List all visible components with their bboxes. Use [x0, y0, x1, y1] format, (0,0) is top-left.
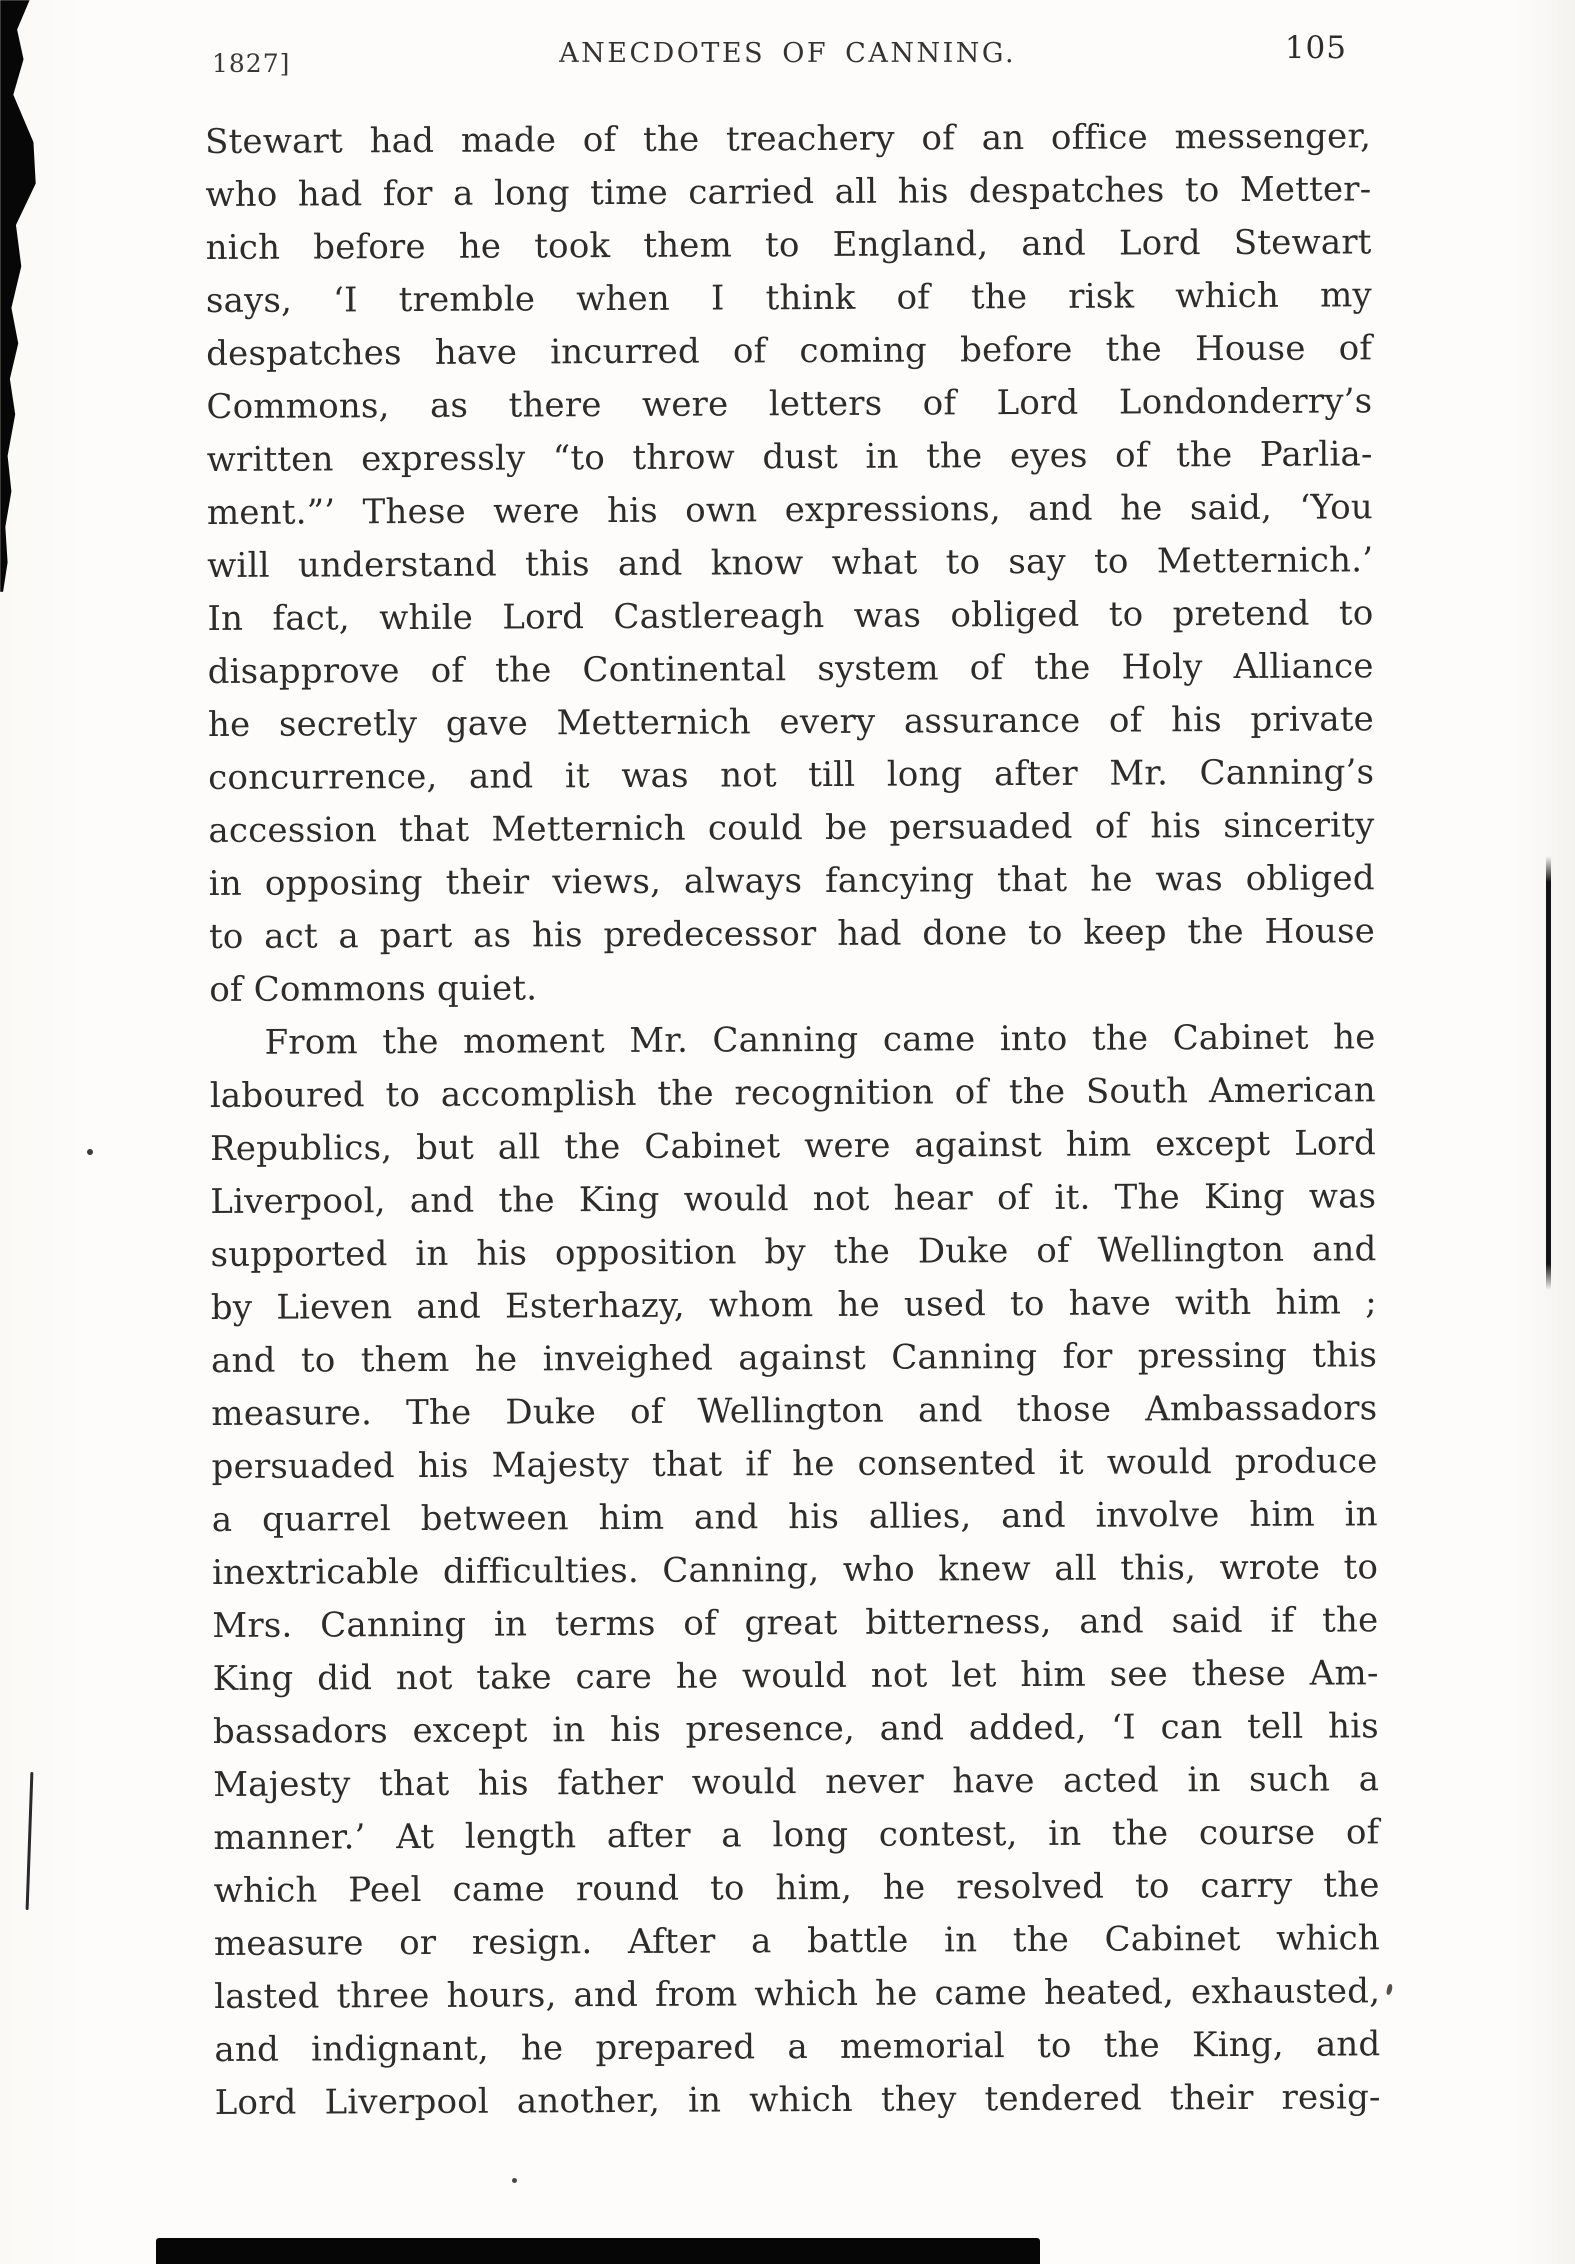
text-line: says, ‘I tremble when I think of the risk which my [205, 275, 1372, 321]
scan-speck [512, 2178, 517, 2183]
scan-bar-bottom-edge [156, 2238, 1040, 2264]
header-year: 1827] [212, 49, 291, 78]
scan-smudge-left-edge [0, 0, 38, 592]
text-line: of Commons quiet. [209, 968, 538, 1010]
text-line: Mrs. Canning in terms of great bitterness, and said if the [212, 1600, 1379, 1646]
text-line: by Lieven and Esterhazy, whom he used to have with him ; [210, 1282, 1377, 1328]
text-line: which Peel came round to him, he resolved to carry the [213, 1865, 1380, 1911]
text-line: supported in his opposition by the Duke of Wellington and [210, 1229, 1377, 1275]
text-line: Liverpool, and the King would not hear of it. The King was [210, 1176, 1377, 1222]
page-number: 105 [1284, 30, 1347, 66]
scan-line-right-margin [1546, 856, 1551, 1290]
scan-line-bottom-left [26, 1772, 34, 1910]
text-line: Majesty that his father would never have acted in such a [213, 1759, 1380, 1805]
text-line: bassadors except in his presence, and added, ‘I can tell his [212, 1706, 1379, 1752]
text-line: Stewart had made of the treachery of an office messenger, [205, 116, 1372, 162]
body-text [205, 110, 1381, 2130]
text-line: manner.’ At length after a long contest, in the course of [213, 1812, 1380, 1858]
text-line: and to them he inveighed against Canning for pressing this [210, 1335, 1378, 1381]
text-line: to act a part as his predecessor had done to keep the House [208, 911, 1376, 957]
text-line: measure. The Duke of Wellington and those Ambassadors [211, 1388, 1378, 1434]
text-line: laboured to accomplish the recognition of the South American [209, 1070, 1376, 1116]
text-line: persuaded his Majesty that if he consented it would produce [211, 1441, 1378, 1487]
text-line: King did not take care he would not let him see these Am- [212, 1653, 1379, 1699]
text-line: a quarrel between him and his allies, and involve him in [211, 1494, 1378, 1540]
page-title: ANECDOTES OF CANNING. [559, 38, 1017, 69]
text-line: he secretly gave Metternich every assurance of his private [207, 699, 1375, 745]
text-line: written expressly “to throw dust in the eyes of the Parlia- [206, 434, 1373, 480]
text-line: Lord Liverpool another, in which they tendered their resig- [214, 2077, 1381, 2123]
text-line: concurrence, and it was not till long after Mr. Canning’s [208, 752, 1375, 798]
text-line: who had for a long time carried all his despatches to Metter- [205, 169, 1372, 215]
text-line: In fact, while Lord Castlereagh was obliged to pretend to [207, 593, 1374, 639]
text-line: measure or resign. After a battle in the Cabinet which [213, 1918, 1381, 1964]
text-line: nich before he took them to England, and Lord Stewart [205, 222, 1372, 268]
text-line: Commons, as there were letters of Lord Londonderry’s [206, 381, 1373, 427]
text-line: Republics, but all the Cabinet were against him except Lord [209, 1123, 1377, 1169]
text-line: in opposing their views, always fancying that he was obliged [208, 858, 1375, 904]
text-line: accession that Metternich could be persuaded of his sincerity [208, 805, 1375, 851]
scan-speck [87, 1149, 93, 1155]
text-line: ment.”’ These were his own expressions, and he said, ‘You [206, 487, 1374, 533]
scan-speck [1386, 1984, 1393, 1996]
page-header [212, 30, 1347, 78]
text-line: and indignant, he prepared a memorial to the King, and [214, 2024, 1381, 2070]
text-line: will understand this and know what to say to Metternich.’ [207, 540, 1374, 586]
text-line: inextricable difficulties. Canning, who knew all this, wrote to [212, 1547, 1379, 1593]
text-line: From the moment Mr. Canning came into the Cabinet he [264, 1017, 1376, 1063]
text-line: lasted three hours, and from which he came heated, exhausted, [214, 1971, 1381, 2017]
text-line: disapprove of the Continental system of the Holy Alliance [207, 646, 1374, 692]
text-line: despatches have incurred of coming before the House of [206, 328, 1373, 374]
